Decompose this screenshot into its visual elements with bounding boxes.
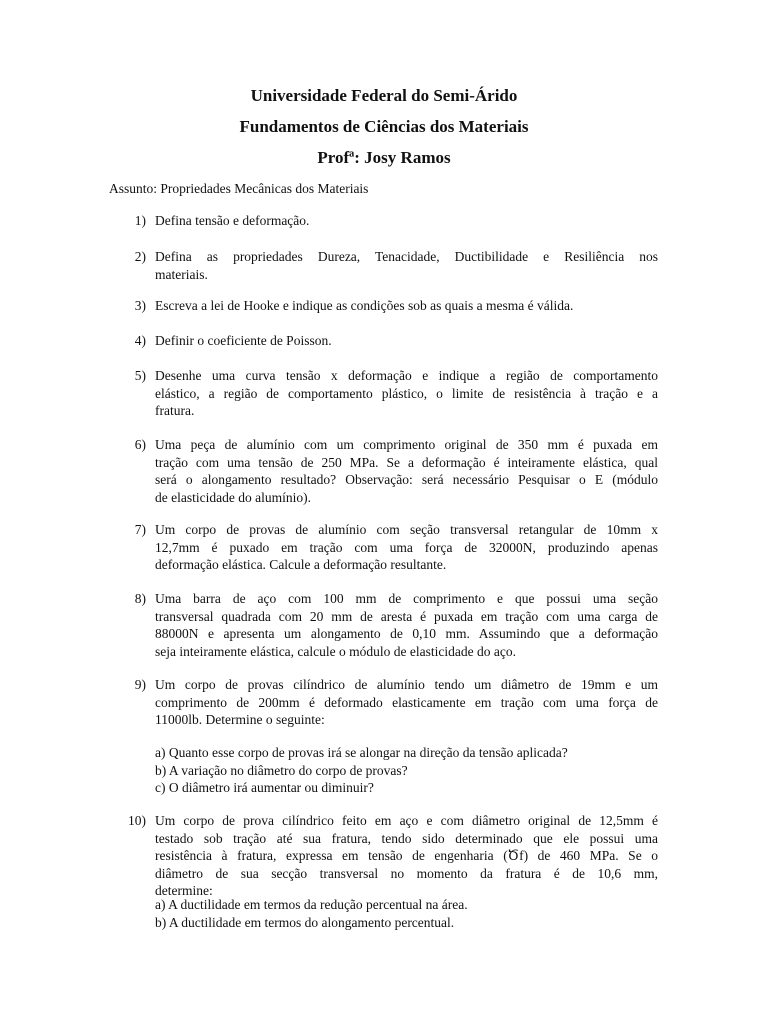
professor-name: Profª: Josy Ramos [317, 148, 451, 167]
question-text-line: materiais. [155, 266, 208, 282]
subject-line: Assunto: Propriedades Mecânicas dos Materiais [109, 181, 369, 196]
question-text-line: será o alongamento resultado? Observação: será necessário Pesquisar o E (módulo [155, 472, 658, 488]
question-text-line: resistência à fratura, expressa em tensão de engenharia (Ծf) de 460 MPa. Se o [155, 848, 658, 864]
course-title: Fundamentos de Ciências dos Materiais [239, 117, 529, 136]
subitem: c) O diâmetro irá aumentar ou diminuir? [155, 780, 374, 796]
question-number: 10) [128, 813, 146, 828]
question-text-line: Escreva a lei de Hooke e indique as condições sob as quais a mesma é válida. [155, 298, 574, 313]
question-text-line: Uma barra de aço com 100 mm de comprimento e que possui uma seção [155, 591, 658, 606]
question-text-line: Uma peça de alumínio com um comprimento original de 350 mm é puxada em [155, 437, 658, 452]
question-number: 9) [134, 677, 146, 692]
question-text-line: seja inteiramente elástica, calcule o módulo de elasticidade do aço. [155, 643, 516, 659]
question-number: 8) [134, 591, 146, 606]
subitem: b) A variação no diâmetro do corpo de provas? [155, 762, 408, 778]
question-number: 3) [134, 298, 146, 313]
subitem: b) A ductilidade em termos do alongamento percentual. [155, 914, 455, 930]
question-text-line: transversal quadrada com 20 mm de aresta é puxada em tração com uma carga de [155, 608, 658, 624]
question-text [155, 248, 658, 283]
question-number: 5) [134, 368, 146, 383]
question-text [155, 590, 658, 660]
question-text-line: elástico, a região de comportamento plástico, o limite de resistência à tração e a [155, 385, 658, 401]
question-text [155, 676, 658, 729]
question-text-line: diâmetro de sua secção transversal no momento da fratura é de 10,6 mm, [155, 865, 658, 881]
question-text-line: fratura. [155, 403, 195, 419]
question-text-line: 11000lb. Determine o seguinte: [155, 712, 325, 728]
question-text-line: Defina as propriedades Dureza, Tenacidade, Ductibilidade e Resiliência nos [155, 249, 658, 264]
question-text [155, 436, 658, 506]
question-text [155, 367, 658, 420]
question-text-line: tração com uma tensão de 250 MPa. Se a deformação é inteiramente elástica, qual [155, 454, 658, 470]
question-text-line: Definir o coeficiente de Poisson. [155, 333, 332, 348]
subitem: a) Quanto esse corpo de provas irá se alongar na direção da tensão aplicada? [155, 745, 568, 760]
subitem: a) A ductilidade em termos da redução percentual na área. [155, 897, 468, 912]
question-text [155, 332, 658, 350]
question-text [155, 212, 658, 230]
university-title: Universidade Federal do Semi-Árido [250, 86, 518, 105]
question-subitems [155, 896, 658, 931]
question-text-line: deformação elástica. Calcule a deformação resultante. [155, 557, 447, 573]
question-text-line: Um corpo de prova cilíndrico feito em aço e com diâmetro original de 12,5mm é [155, 813, 658, 828]
question-text-line: Defina tensão e deformação. [155, 213, 310, 228]
question-text-line: de elasticidade do alumínio). [155, 489, 311, 505]
question-number: 2) [134, 249, 146, 264]
question-text [155, 521, 658, 574]
question-text-line: determine: [155, 883, 213, 899]
question-text-line: comprimento de 200mm é deformado elasticamente em tração com uma força de [155, 694, 658, 710]
question-text [155, 297, 658, 315]
question-text-line: 88000N e apresenta um alongamento de 0,10 mm. Assumindo que a deformação [155, 626, 658, 642]
question-text-line: Um corpo de provas de alumínio com seção transversal retangular de 10mm x [155, 522, 658, 537]
question-number: 6) [134, 437, 146, 452]
question-text-line: Desenhe uma curva tensão x deformação e indique a região de comportamento [155, 368, 658, 383]
question-number: 1) [134, 213, 146, 228]
question-number: 4) [134, 333, 146, 348]
question-text [155, 812, 658, 900]
question-text-line: Um corpo de provas cilíndrico de alumínio tendo um diâmetro de 19mm e um [155, 677, 658, 692]
question-subitems [155, 744, 658, 797]
question-text-line: testado sob tração até sua fratura, tendo sido determinado que ele possui uma [155, 830, 658, 846]
question-text-line: 12,7mm é puxado em tração com uma força de 32000N, produzindo apenas [155, 539, 658, 555]
question-number: 7) [134, 522, 146, 537]
